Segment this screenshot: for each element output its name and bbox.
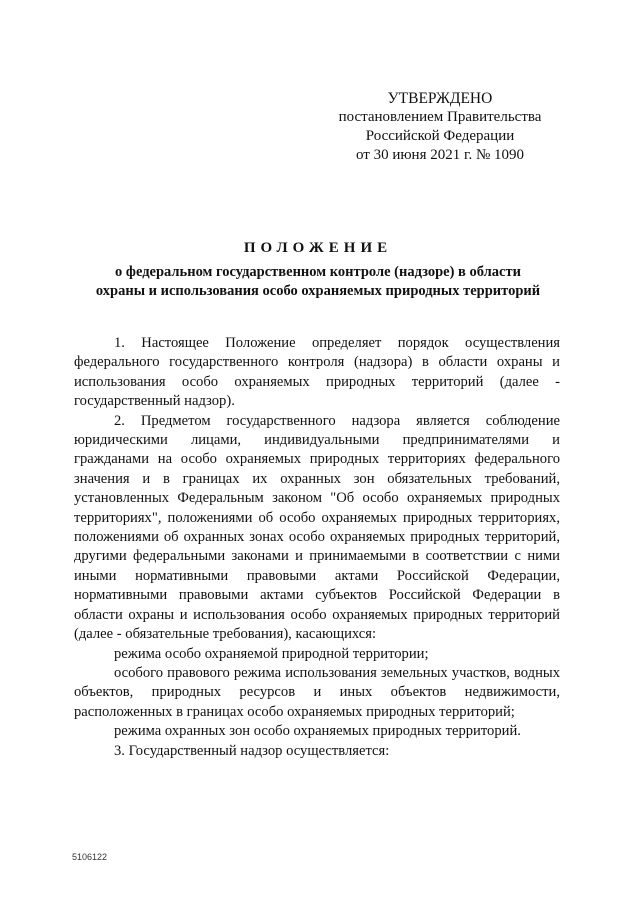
paragraph-2: 2. Предметом государственного надзора является соблюдение юридическими лицами, индивидуальными предпринимателями и гражданами на особо охраняемых природных территориях федерального значения и в границах их охранных зон обязательных требований, установленных Федеральным законом "Об особо охраняемых природных территориях", положениями об особо охраняемых природных территориях, положениями об охранных зонах особо охраняемых природных территорий, другими федеральными законами и принимаемыми в соответствии с ними иными нормативными правовыми актами Российской Федерации, нормативными правовыми актами субъектов Российской Федерации в области охраны и использования особо охраняемых природных территорий (далее - обязательные требования), касающихся:	[74, 412, 560, 643]
subtitle-line-1: о федеральном государственном контроле (надзоре) в области	[115, 264, 521, 280]
approval-line-1: постановлением Правительства	[338, 109, 542, 125]
paragraph-6: 3. Государственный надзор осуществляется:	[114, 742, 390, 759]
subtitle-line-2: охраны и использования особо охраняемых природных территорий	[95, 283, 541, 299]
approval-line-3: от 30 июня 2021 г. № 1090	[355, 147, 525, 163]
document-body	[74, 334, 560, 761]
document-code: 5106122	[72, 852, 108, 862]
paragraph-3: режима особо охраняемой природной территории;	[114, 645, 429, 662]
paragraph-1: 1. Настоящее Положение определяет порядок осуществления федерального государственного контроля (надзора) в области охраны и использования особо охраняемых природных территорий (далее - государственный надзор).	[74, 335, 560, 410]
approval-line-2: Российской Федерации	[365, 128, 515, 144]
paragraph-5: режима охранных зон особо охраняемых природных территорий.	[114, 723, 521, 740]
approval-heading: УТВЕРЖДЕНО	[387, 90, 493, 107]
document-subtitle	[70, 263, 566, 301]
document-title: ПОЛОЖЕНИЕ	[243, 240, 393, 256]
approval-block	[330, 89, 550, 165]
paragraph-4: особого правового режима использования земельных участков, водных объектов, природных ресурсов и иных объектов недвижимости, расположенных в границах особо охраняемых природных территорий;	[74, 664, 560, 720]
